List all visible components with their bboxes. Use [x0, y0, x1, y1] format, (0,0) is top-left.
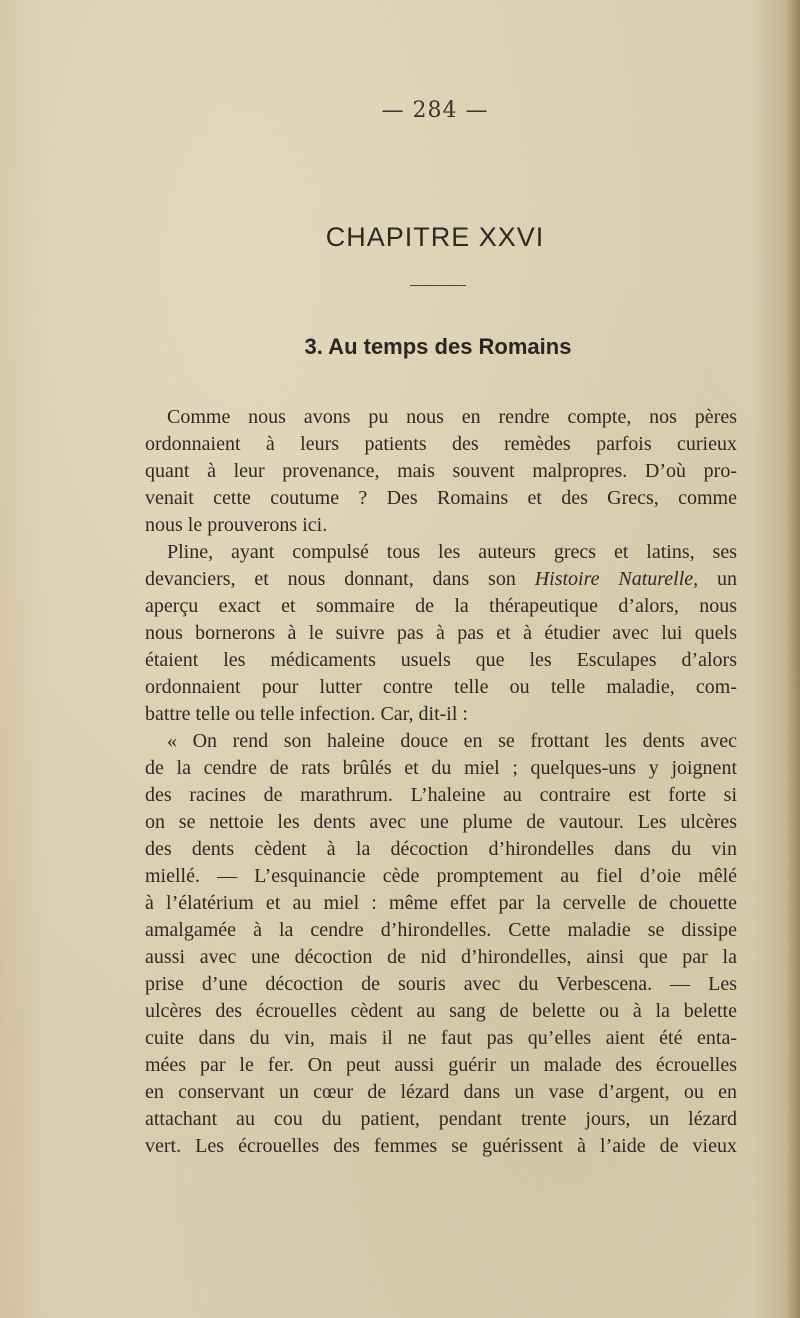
text-fragment: devanciers, et nous donnant, dans son [145, 568, 516, 590]
text-line: quant à leur provenance, mais souvent malpropres. D’où pro- [145, 460, 737, 482]
text-line: à l’élatérium et au miel : même effet par la cervelle de chouette [145, 892, 737, 914]
text-line: on se nettoie les dents avec une plume de vautour. Les ulcères [145, 811, 737, 833]
text-line: prise d’une décoction de souris avec du Verbescena. — Les [145, 973, 737, 995]
text-line: attachant au cou du patient, pendant trente jours, un lézard [145, 1108, 737, 1130]
body-text [145, 404, 737, 1160]
page-edge-shadow [786, 0, 800, 1318]
text-line: venait cette coutume ? Des Romains et des Grecs, comme [145, 487, 737, 509]
text-line: ordonnaient pour lutter contre telle ou telle maladie, com- [145, 676, 737, 698]
chapter-title: CHAPITRE XXVI [325, 222, 545, 252]
text-line: ordonnaient à leurs patients des remèdes parfois curieux [145, 433, 737, 455]
text-line: battre telle ou telle infection. Car, dit-il : [145, 703, 468, 725]
text-line: étaient les médicaments usuels que les Esculapes d’alors [145, 649, 737, 671]
text-line: nous le prouverons ici. [145, 514, 328, 536]
text-line: de la cendre de rats brûlés et du miel ; quelques-uns y joignent [145, 757, 737, 779]
text-line: des racines de marathrum. L’haleine au contraire est forte si [145, 784, 737, 806]
text-fragment: un [717, 568, 738, 590]
text-line: des dents cèdent à la décoction d’hirondelles dans du vin [145, 838, 737, 860]
text-line: « On rend son haleine douce en se frottant les dents avec [167, 730, 737, 752]
text-line: Comme nous avons pu nous en rendre compte, nos pères [167, 406, 737, 428]
text-line: Pline, ayant compulsé tous les auteurs grecs et latins, ses [167, 541, 737, 563]
text-line: aperçu exact et sommaire de la thérapeutique d’alors, nous [145, 595, 737, 617]
text-line-with-title [145, 566, 737, 593]
book-title: Histoire Naturelle, [534, 568, 699, 590]
text-line: miellé. — L’esquinancie cède promptement au fiel d’oie mêlé [145, 865, 737, 887]
text-line: amalgamée à la cendre d’hirondelles. Cette maladie se dissipe [145, 919, 737, 941]
text-line: ulcères des écrouelles cèdent au sang de belette ou à la belette [145, 1000, 737, 1022]
text-line: nous bornerons à le suivre pas à pas et à étudier avec lui quels [145, 622, 737, 644]
text-line: vert. Les écrouelles des femmes se guérissent à l’aide de vieux [145, 1135, 737, 1157]
section-title: 3. Au temps des Romains [304, 334, 572, 359]
title-divider [410, 285, 466, 286]
text-line: en conservant un cœur de lézard dans un vase d’argent, ou en [145, 1081, 737, 1103]
text-line: aussi avec une décoction de nid d’hirondelles, ainsi que par la [145, 946, 737, 968]
text-line: cuite dans du vin, mais il ne faut pas qu’elles aient été enta- [145, 1027, 737, 1049]
page-number: — 284 — [381, 98, 489, 123]
text-line: mées par le fer. On peut aussi guérir un malade des écrouelles [145, 1054, 737, 1076]
